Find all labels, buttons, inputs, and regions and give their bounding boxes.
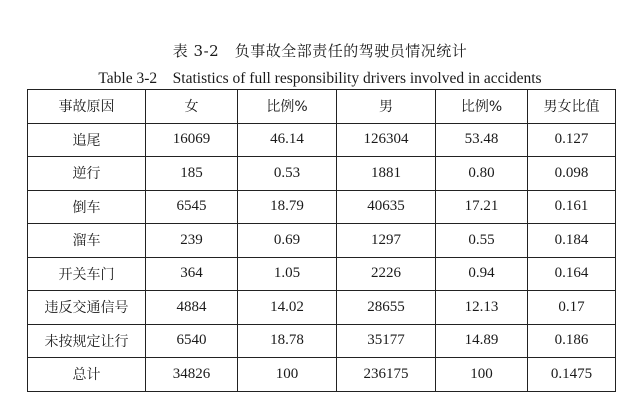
cell-female-percent: 46.14: [238, 123, 337, 157]
cell-male-percent: 53.48: [436, 123, 528, 157]
cell-cause: 未按规定让行: [28, 324, 146, 358]
cell-male-percent: 17.21: [436, 190, 528, 224]
cell-male-percent: 14.89: [436, 324, 528, 358]
cell-ratio: 0.161: [528, 190, 616, 224]
header-female-percent: 比例%: [238, 90, 337, 124]
cell-female-percent: 0.53: [238, 157, 337, 191]
table-total-row: [28, 358, 616, 392]
cell-male-percent: 0.55: [436, 224, 528, 258]
cell-female: 239: [146, 224, 238, 258]
cell-ratio: 0.17: [528, 291, 616, 325]
cell-female: 6545: [146, 190, 238, 224]
cell-female-percent: 18.79: [238, 190, 337, 224]
header-cause: 事故原因: [28, 90, 146, 124]
cell-female-percent: 100: [238, 358, 337, 392]
table-caption-english: Table 3-2 Statistics of full responsibility drivers involved in accidents: [98, 70, 542, 87]
cell-male-percent: 0.94: [436, 257, 528, 291]
cell-female-percent: 18.78: [238, 324, 337, 358]
cell-ratio: 0.098: [528, 157, 616, 191]
cell-ratio: 0.184: [528, 224, 616, 258]
header-female: 女: [146, 90, 238, 124]
table-row: [28, 291, 616, 325]
cell-ratio: 0.164: [528, 257, 616, 291]
cell-cause: 逆行: [28, 157, 146, 191]
cell-male: 1881: [337, 157, 436, 191]
cell-male: 28655: [337, 291, 436, 325]
header-ratio: 男女比值: [528, 90, 616, 124]
cell-male: 1297: [337, 224, 436, 258]
cell-ratio: 0.186: [528, 324, 616, 358]
header-male: 男: [337, 90, 436, 124]
cell-female: 4884: [146, 291, 238, 325]
cell-male: 2226: [337, 257, 436, 291]
cell-female: 16069: [146, 123, 238, 157]
cell-cause: 追尾: [28, 123, 146, 157]
table-row: [28, 190, 616, 224]
cell-cause: 违反交通信号: [28, 291, 146, 325]
header-male-percent: 比例%: [436, 90, 528, 124]
cell-male-percent: 0.80: [436, 157, 528, 191]
cell-female: 364: [146, 257, 238, 291]
statistics-table: [27, 89, 616, 392]
cell-male: 236175: [337, 358, 436, 392]
cell-female: 185: [146, 157, 238, 191]
table-row: [28, 157, 616, 191]
cell-cause: 溜车: [28, 224, 146, 258]
table-row: [28, 324, 616, 358]
cell-female: 6540: [146, 324, 238, 358]
cell-male: 126304: [337, 123, 436, 157]
table-row: [28, 123, 616, 157]
cell-ratio: 0.127: [528, 123, 616, 157]
cell-cause: 倒车: [28, 190, 146, 224]
cell-female-percent: 14.02: [238, 291, 337, 325]
cell-cause: 开关车门: [28, 257, 146, 291]
cell-male: 35177: [337, 324, 436, 358]
table-caption-chinese: 表 3-2 负事故全部责任的驾驶员情况统计: [172, 42, 468, 60]
cell-female: 34826: [146, 358, 238, 392]
cell-ratio: 0.1475: [528, 358, 616, 392]
cell-male-percent: 12.13: [436, 291, 528, 325]
cell-cause: 总计: [28, 358, 146, 392]
cell-male-percent: 100: [436, 358, 528, 392]
table-row: [28, 224, 616, 258]
table-row: [28, 257, 616, 291]
table-header-row: [28, 90, 616, 124]
cell-male: 40635: [337, 190, 436, 224]
cell-female-percent: 1.05: [238, 257, 337, 291]
cell-female-percent: 0.69: [238, 224, 337, 258]
